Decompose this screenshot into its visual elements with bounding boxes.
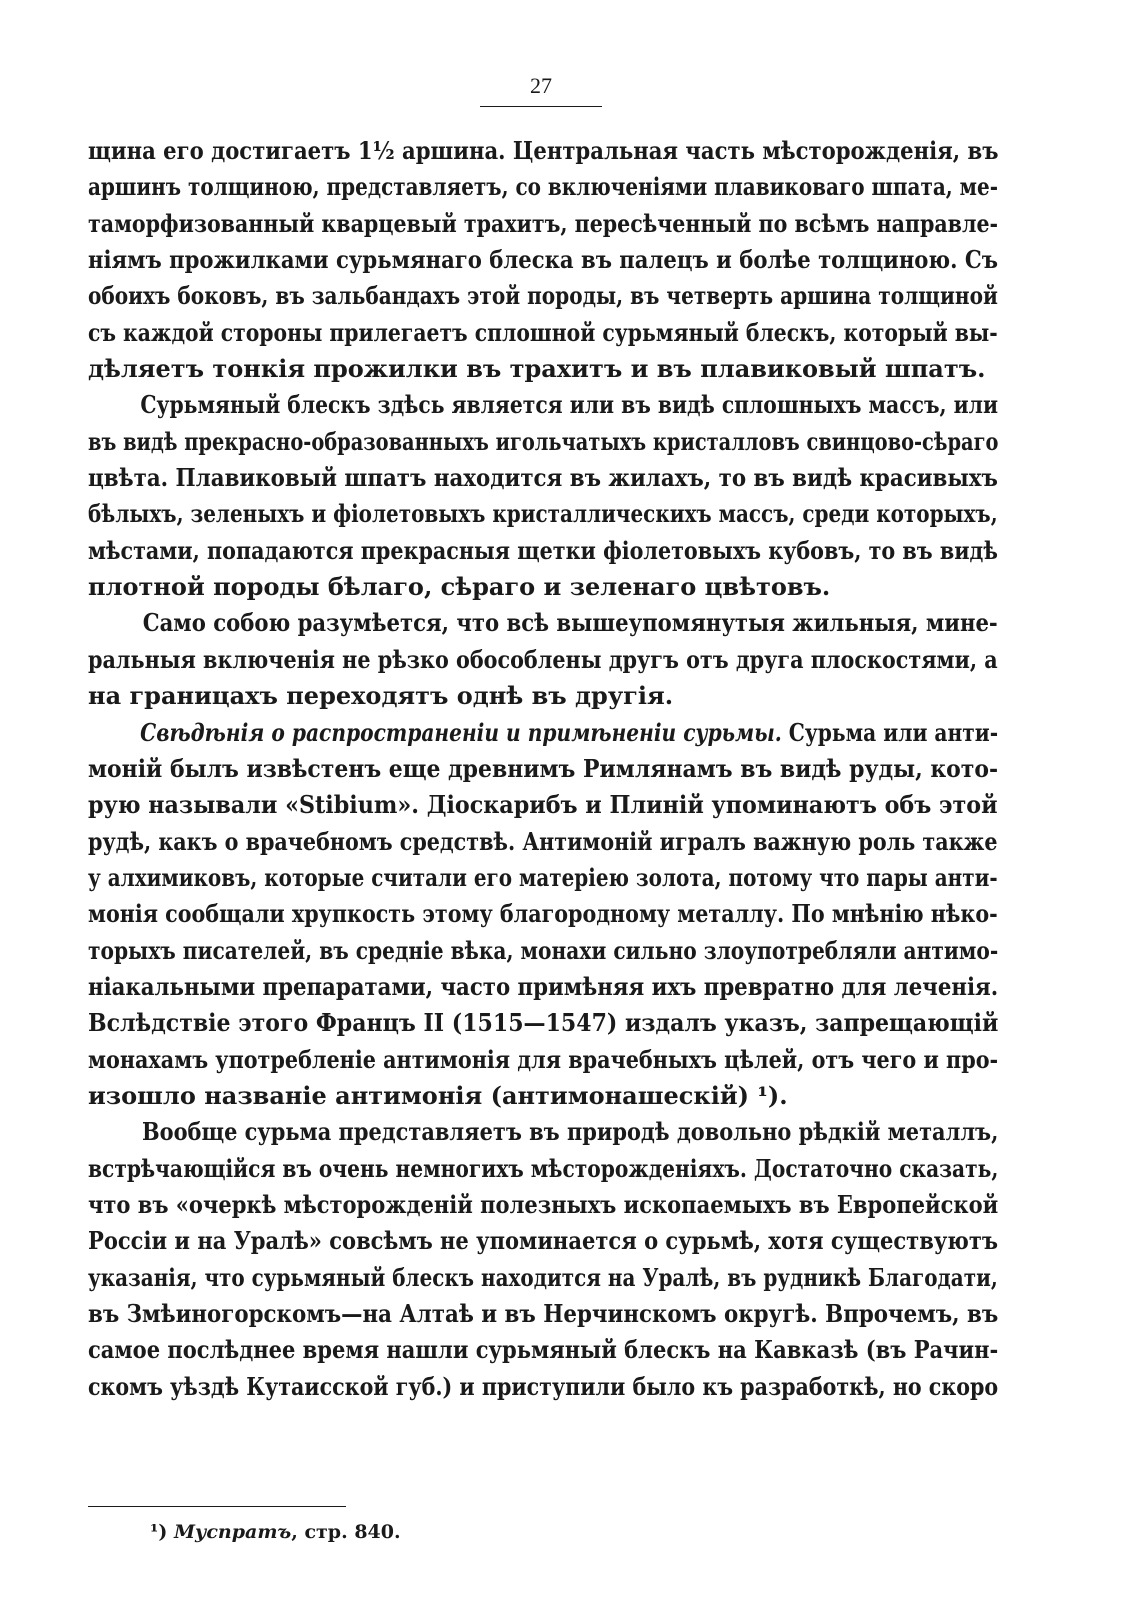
text-line: Вслѣдствіе этого Францъ II (1515—1547) издалъ указъ, запрещающій xyxy=(88,1008,999,1038)
text-line: ральныя включенія не рѣзко обособлены другъ отъ друга плоскостями, а xyxy=(88,644,998,674)
footnote-author: Муспратъ xyxy=(173,1521,292,1543)
text-line: Россіи и на Уралѣ» совсѣмъ не упоминается о сурьмѣ, хотя существуютъ xyxy=(88,1226,999,1256)
footnote xyxy=(150,1521,401,1543)
text-line: мѣстами, попадаются прекрасныя щетки фіолетовыхъ кубовъ, то въ видѣ xyxy=(88,535,998,565)
text-line: встрѣчающійся въ очень немногихъ мѣсторожденіяхъ. Достаточно сказать, xyxy=(88,1153,999,1183)
text-line: цвѣта. Плавиковый шпатъ находится въ жилахъ, то въ видѣ красивыхъ xyxy=(88,463,998,493)
text-line: изошло названіе антимонія (антимонашескій) ¹). xyxy=(88,1080,788,1110)
text-line: ніямъ прожилками сурьмянаго блеска въ палецъ и болѣе толщиною. Съ xyxy=(88,245,998,275)
text-line: что въ «очеркѣ мѣсторожденій полезныхъ ископаемыхъ въ Европейской xyxy=(88,1189,999,1219)
text-line: рую называли «Stibium». Діоскарибъ и Плиній упоминаютъ объ этой xyxy=(88,790,998,820)
text-line: бѣлыхъ, зеленыхъ и фіолетовыхъ кристаллическихъ массъ, среди которыхъ, xyxy=(88,499,998,529)
text-line: у алхимиковъ, которые считали его матеріею золота, потому что пары анти- xyxy=(88,862,998,892)
text-line: обоихъ боковъ, въ зальбандахъ этой породы, въ четверть аршина толщиной xyxy=(88,281,998,311)
section-heading-line xyxy=(88,715,1050,751)
text-line: самое послѣднее время нашли сурьмяный блескъ на Кавказѣ (въ Рачин- xyxy=(88,1335,999,1365)
text-line: аршинъ толщиною, представляетъ, со включеніями плавиковаго шпата, ме- xyxy=(88,172,999,202)
text-line: щина его достигаетъ 1½ аршина. Центральная часть мѣсторожденія, въ xyxy=(88,136,999,165)
text-line: плотной породы бѣлаго, сѣраго и зеленаго цвѣтовъ. xyxy=(88,572,831,602)
text-line: Само собою разумѣется, что всѣ вышеупомянутыя жильныя, мине- xyxy=(142,608,998,638)
text-line: Сурьмяный блескъ здѣсь является или въ видѣ сплошныхъ массъ, или xyxy=(140,390,998,420)
footnote-rule xyxy=(88,1506,346,1507)
text-line: дѣляетъ тонкія прожилки въ трахитъ и въ плавиковый шпатъ. xyxy=(88,354,986,384)
text-segment: Сурьма или анти- xyxy=(788,717,999,747)
page-number: 27 xyxy=(530,73,552,98)
text-line: въ Змѣиногорскомъ—на Алтаѣ и въ Нерчинскомъ округѣ. Впрочемъ, въ xyxy=(88,1299,999,1328)
text-line: на границахъ переходятъ однѣ въ другія. xyxy=(88,681,674,711)
text-line: торыхъ писателей, въ средніе вѣка, монахи сильно злоупотребляли антимо- xyxy=(88,935,999,965)
text-line: рудѣ, какъ о врачебномъ средствѣ. Антимоній игралъ важную роль также xyxy=(88,826,998,856)
footnote-marker: ¹) xyxy=(150,1521,168,1543)
body-text xyxy=(88,133,998,1405)
text-line: съ каждой стороны прилегаетъ сплошной сурьмяный блескъ, который вы- xyxy=(88,317,998,347)
section-heading: Свѣдѣнія о распространеніи и примѣненіи сурьмы. xyxy=(140,717,782,747)
text-line: моній былъ извѣстенъ еще древнимъ Римлянамъ въ видѣ руды, кото- xyxy=(88,753,999,783)
text-line: въ видѣ прекрасно-образованныхъ игольчатыхъ кристалловъ свинцово-сѣраго xyxy=(88,426,999,456)
text-line: указанія, что сурьмяный блескъ находится на Уралѣ, въ рудникѣ Благодати, xyxy=(88,1262,998,1292)
footnote-ref: , стр. 840. xyxy=(291,1521,401,1543)
header-rule xyxy=(480,106,602,107)
text-line: Вообще сурьма представляетъ въ природѣ довольно рѣдкій металлъ, xyxy=(141,1117,999,1147)
text-line: таморфизованный кварцевый трахитъ, пересѣченный по всѣмъ направле- xyxy=(88,208,999,238)
text-line: монахамъ употребленіе антимонія для врачебныхъ цѣлей, отъ чего и про- xyxy=(88,1044,999,1074)
text-line: ніакальными препаратами, часто примѣняя ихъ превратно для леченія. xyxy=(88,971,999,1001)
text-line: монія сообщали хрупкость этому благородному металлу. По мнѣнію нѣко- xyxy=(88,899,998,929)
text-line: скомъ уѣздѣ Кутаисской губ.) и приступили было къ разработкѣ, но скоро xyxy=(88,1371,999,1401)
